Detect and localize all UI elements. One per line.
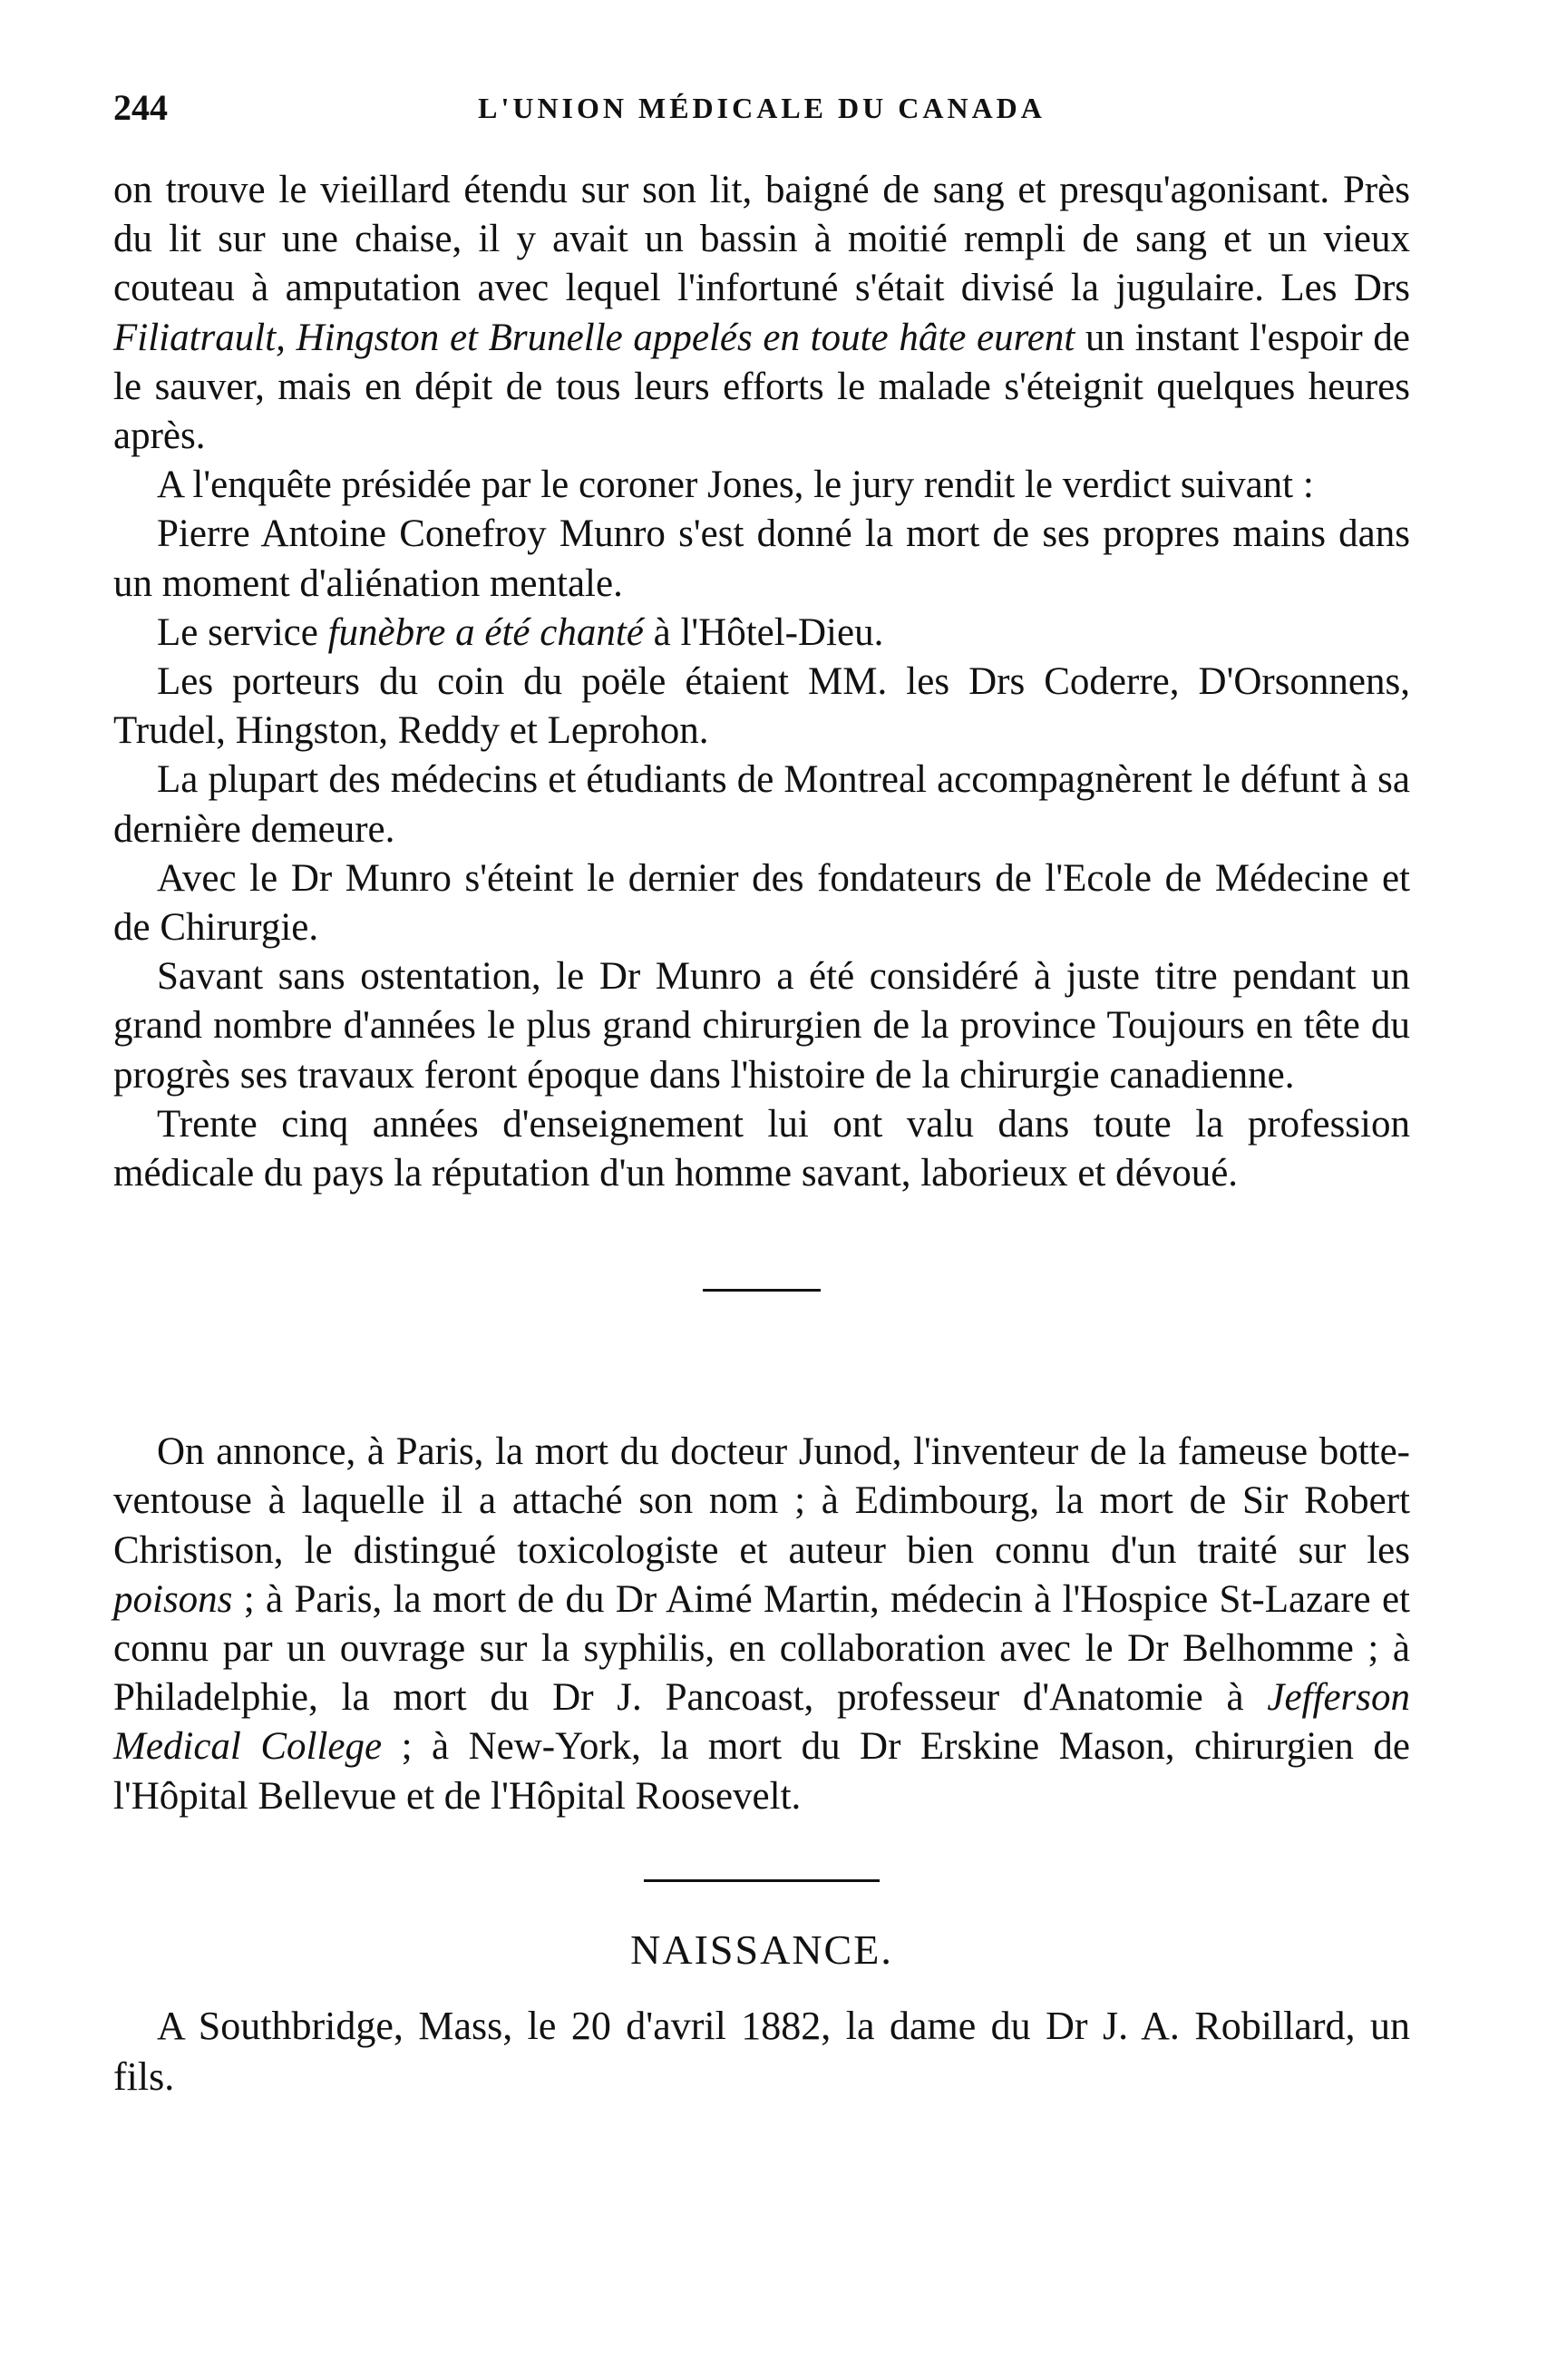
text-run: ; à Paris, la mort de du Dr Aimé Martin, médecin à l'Hospice St-Lazare et connu par un ouvrage sur la syphilis, en collaboration avec le Dr Belhomme ; à Philadelphie, la mort du Dr J. Pancoast, professeur d'Anatomie à [113, 1577, 1410, 1720]
text-run: Trente cinq années d'enseignement lui ont valu dans toute la profession médicale du pays la réputation d'un homme savant, laborieux et dévoué. [113, 1102, 1410, 1195]
document-page [113, 86, 1410, 2102]
obituary-paragraph [113, 510, 1410, 608]
obituary-paragraph [113, 756, 1410, 853]
section-divider [703, 1289, 821, 1292]
section-divider [644, 1879, 880, 1882]
announcements-paragraph [113, 1428, 1410, 1821]
page-header [113, 86, 1410, 128]
obituary-paragraph [113, 658, 1410, 756]
obituary-paragraph [113, 1100, 1410, 1198]
birth-announcement-text: A Southbridge, Mass, le 20 d'avril 1882, la dame du Dr J. A. Robillard, un fils. [113, 2003, 1410, 2099]
text-run: Savant sans ostentation, le Dr Munro a été considéré à juste titre pendant un grand nombre d'années le plus grand chirurgien de la province Toujours en tête du progrès ses travaux feront époque dans l'histoire de la chirurgie canadienne. [113, 955, 1410, 1097]
obituary-section [113, 166, 1410, 1198]
italic-text-run: Filiatrault, Hingston et Brunelle appelés en toute hâte eurent [113, 316, 1075, 359]
text-run: Le service [157, 610, 328, 654]
obituary-paragraph [113, 609, 1410, 658]
text-run: La plupart des médecins et étudiants de Montreal accompagnèrent le défunt à sa dernière demeure. [113, 758, 1410, 851]
section-title-naissance: NAISSANCE. [630, 1926, 893, 1973]
text-run: Avec le Dr Munro s'éteint le dernier des fondateurs de l'Ecole de Médecine et de Chirurgie. [113, 856, 1410, 950]
text-run: à l'Hôtel-Dieu. [643, 610, 884, 654]
obituary-paragraph [113, 854, 1410, 952]
text-run: un instant l'espoir de le sauver, mais en dépit de tous leurs efforts le malade s'éteignit quelques heures après. [113, 316, 1410, 458]
italic-text-run: funèbre a été chanté [327, 610, 644, 654]
text-run: Pierre Antoine Conefroy Munro s'est donné la mort de ses propres mains dans un moment d'aliénation mentale. [113, 512, 1410, 605]
birth-announcement-section [113, 1926, 1410, 2102]
text-run: Les porteurs du coin du poële étaient MM. les Drs Coderre, D'Orsonnens, Trudel, Hingston, Reddy et Leprohon. [113, 660, 1410, 753]
death-announcements-section [113, 1428, 1410, 1821]
page-number: 244 [113, 87, 168, 128]
italic-text-run: Jefferson Medical College [113, 1676, 1410, 1769]
obituary-paragraph [113, 166, 1410, 461]
obituary-paragraph [113, 952, 1410, 1100]
running-title: L'UNION MÉDICALE DU CANADA [478, 92, 1046, 124]
text-run: On annonce, à Paris, la mort du docteur Junod, l'inventeur de la fameuse botte-ventouse à laquelle il a attaché son nom ; à Edimbourg, la mort de Sir Robert Christison, le distingué toxicologiste et auteur bien connu d'un traité sur les [113, 1430, 1410, 1572]
obituary-paragraph [113, 461, 1410, 510]
text-run: ; à New-York, la mort du Dr Erskine Mason, chirurgien de l'Hôpital Bellevue et de l'Hôpital Roosevelt. [113, 1725, 1410, 1818]
text-run: on trouve le vieillard étendu sur son lit, baigné de sang et presqu'agonisant. Près du lit sur une chaise, il y avait un bassin à moitié rempli de sang et un vieux couteau à amputation avec lequel l'infortuné s'était divisé la jugulaire. Les Drs [113, 169, 1410, 310]
italic-text-run: poisons [113, 1577, 233, 1621]
text-run: A l'enquête présidée par le coroner Jones, le jury rendit le verdict suivant : [157, 463, 1314, 507]
